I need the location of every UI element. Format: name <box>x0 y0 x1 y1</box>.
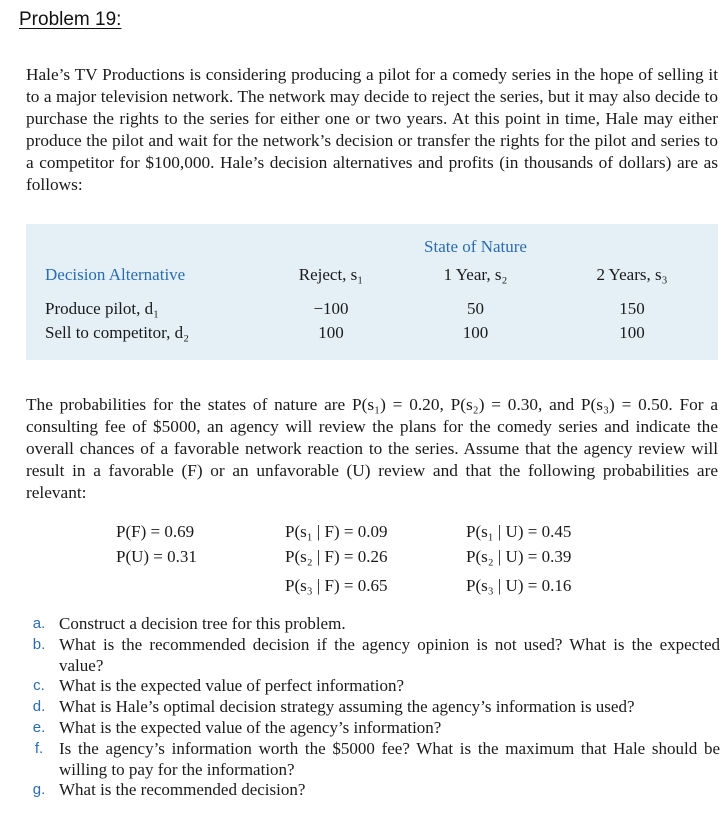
prob-value: P(s₂ | F) = 0.26 <box>285 547 388 566</box>
question-item <box>26 697 720 718</box>
prob-value: P(s₁ | U) = 0.45 <box>466 522 572 541</box>
question-text: What is the expected value of perfect information? <box>59 676 405 696</box>
table-cell: 100 <box>318 323 344 342</box>
question-text: What is the expected value of the agency’s information? <box>59 717 442 737</box>
prob-value: P(F) = 0.69 <box>116 522 195 541</box>
prob-value: P(s₃ | U) = 0.16 <box>466 576 572 595</box>
question-item <box>26 718 720 739</box>
question-item <box>26 635 720 677</box>
question-letter: c. <box>33 677 45 695</box>
question-letter: e. <box>32 718 46 736</box>
prob-value: P(U) = 0.31 <box>116 547 197 566</box>
question-text: What is the recommended decision if the agency opinion is not used? What is the expected value? <box>59 634 720 675</box>
question-text: Construct a decision tree for this problem. <box>59 614 346 633</box>
question-letter: d. <box>32 698 46 716</box>
question-letter: g. <box>32 781 46 799</box>
col-header-reject: Reject, s₁ <box>298 265 364 284</box>
row-label-produce-pilot: Produce pilot, d₁ <box>45 299 160 318</box>
table-cell: 50 <box>467 299 484 318</box>
row-label-sell-to-competitor: Sell to competitor, d₂ <box>45 323 190 342</box>
question-letter: b. <box>32 635 46 653</box>
prob-value: P(s₂ | U) = 0.39 <box>466 547 572 566</box>
prob-value: P(s₃ | F) = 0.65 <box>285 576 388 595</box>
question-item <box>26 676 720 697</box>
probabilities-paragraph: The probabilities for the states of nature are P(s₁) = 0.20, P(s₂) = 0.30, and P(s₃) = 0.50. For a consulting fee of $5000, an agency will review the plans for the comedy series and indicate the overall chances of a favorable network reaction to the series. Assume that the agency review will result in a favorable (F) or an unfavorable (U) review and that the following probabilities are relevant: <box>26 395 718 502</box>
prob-value: P(s₁ | F) = 0.09 <box>285 522 388 541</box>
question-item <box>26 739 720 781</box>
table-cell: 100 <box>619 323 645 342</box>
col-header-2-years: 2 Years, s₃ <box>596 265 668 284</box>
question-item <box>26 780 720 801</box>
table-cell: −100 <box>313 299 349 318</box>
decision-alternative-header: Decision Alternative <box>45 265 186 284</box>
table-cell: 100 <box>462 323 489 342</box>
col-header-1-year: 1 Year, s₂ <box>443 265 508 284</box>
question-list <box>26 614 720 801</box>
question-item <box>26 614 720 635</box>
payoff-table <box>26 224 718 360</box>
question-text: What is Hale’s optimal decision strategy assuming the agency’s information is used? <box>59 697 635 717</box>
question-text: Is the agency’s information worth the $5000 fee? What is the maximum that Hale should be willing to pay for the information? <box>59 738 720 779</box>
question-text: What is the recommended decision? <box>59 780 306 800</box>
problem-intro: Hale’s TV Productions is considering producing a pilot for a comedy series in the hope of selling it to a major television network. The network may decide to reject the series, but it may also decide to purchase the rights to the series for either one or two years. At this point in time, Hale may either produce the pilot and wait for the network’s decision or transfer the rights for the pilot and series to a competitor for $100,000. Hale’s decision alternatives and profits (in thousands of dollars) are as follows: <box>26 65 718 194</box>
question-letter: f. <box>34 739 44 757</box>
table-cell: 150 <box>619 299 645 318</box>
question-letter: a. <box>32 615 46 632</box>
problem-heading: Problem 19: <box>19 9 122 30</box>
state-of-nature-header: State of Nature <box>424 237 527 256</box>
